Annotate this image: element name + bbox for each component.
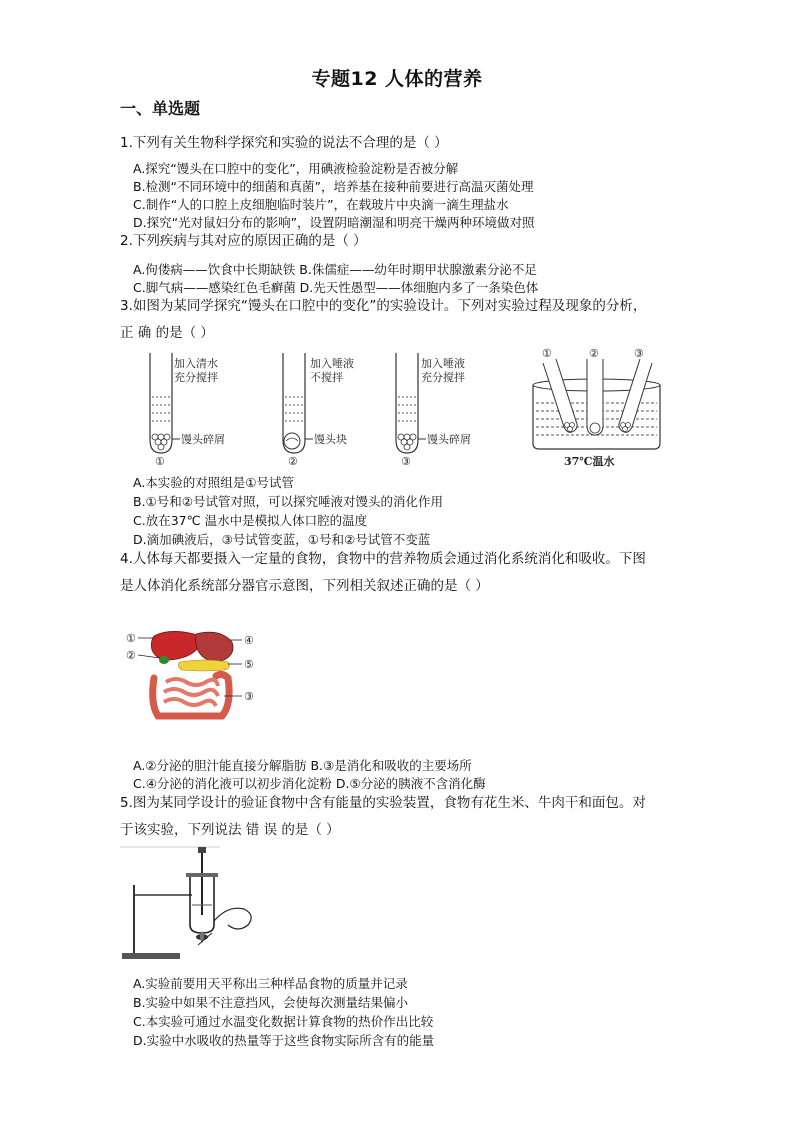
question-5-stem-line2: 于该实验，下列说法 错 误 的是（ ）: [120, 822, 340, 838]
tube-2-number: ②: [288, 455, 298, 468]
question-3-stem-line2: 正 确 的是（ ）: [120, 325, 214, 341]
bath-tube-1-number: ①: [542, 347, 552, 360]
tube-3-label-top: 加入唾液: [421, 357, 465, 370]
question-1-option-b: B.检测“不同环境中的细菌和真菌”，培养基在接种前要进行高温灭菌处理: [133, 179, 534, 194]
question-3-option-a: A.本实验的对照组是①号试管: [133, 475, 295, 490]
tube-2-side-label: 馒头块: [314, 433, 347, 446]
water-bath: [533, 347, 660, 468]
question-1-option-d: D.探究“光对鼠妇分布的影响”，设置阴暗潮湿和明亮干燥两种环境做对照: [133, 215, 535, 230]
tube-3-side-label: 馒头碎屑: [427, 433, 471, 446]
question-3-option-c: C.放在37℃ 温水中是模拟人体口腔的温度: [133, 513, 368, 528]
stand-base: [122, 953, 180, 959]
gallbladder-organ: [159, 656, 169, 664]
organ-label-4: ④: [244, 634, 254, 647]
question-3-test-tube-figure: [130, 345, 690, 470]
question-4-option-ab: A.②分泌的胆汁能直接分解脂肪 B.③是消化和吸收的主要场所: [133, 758, 472, 773]
liver-organ: [151, 631, 199, 660]
question-2-option-cd: C.脚气病——感染红色毛癣菌 D.先天性愚型——体细胞内多了一条染色体: [133, 280, 539, 295]
page-title: 专题12 人体的营养: [311, 68, 483, 90]
test-tube-3: [396, 353, 471, 468]
question-5-option-a: A.实验前要用天平称出三种样品食物的质量并记录: [133, 976, 408, 991]
tube-1-side-label: 馒头碎屑: [181, 433, 225, 446]
question-3-stem-line1: 3.如图为某同学探究“馒头在口腔中的变化”的实验设计。下列对实验过程及现象的分析，: [120, 298, 647, 314]
organ-label-5: ⑤: [244, 658, 254, 671]
bath-caption: 37℃温水: [564, 455, 615, 468]
tube-3-number: ③: [401, 455, 411, 468]
question-4-stem-line2: 是人体消化系统部分器官示意图，下列相关叙述正确的是（ ）: [120, 578, 489, 594]
stomach-organ: [196, 632, 233, 661]
question-5-stem-line1: 5.图为某同学设计的验证食物中含有能量的实验装置，食物有花生米、牛肉干和面包。对: [120, 795, 646, 811]
question-3-option-d: D.滴加碘液后，③号试管变蓝，①号和②号试管不变蓝: [133, 532, 431, 547]
question-5-option-d: D.实验中水吸收的热量等于这些食物实际所含有的能量: [133, 1033, 435, 1048]
bath-tube-3-number: ③: [634, 347, 644, 360]
test-tube-2: [283, 353, 354, 468]
test-tube-1: [150, 353, 225, 468]
question-5-option-c: C.本实验可通过水温变化数据计算食物的热价作出比较: [133, 1014, 434, 1029]
tube-1-label-bottom: 充分搅拌: [174, 371, 218, 384]
question-2-option-ab: A.佝偻病——饮食中长期缺铁 B.侏儒症——幼年时期甲状腺激素分泌不足: [133, 262, 537, 277]
bath-tube-2-number: ②: [589, 347, 599, 360]
question-1-option-c: C.制作“人的口腔上皮细胞临时装片”，在载玻片中央滴一滴生理盐水: [133, 197, 509, 212]
small-intestine-organ: [164, 679, 218, 706]
question-5-option-b: B.实验中如果不注意挡风，会使每次测量结果偏小: [133, 995, 409, 1010]
question-1-option-a: A.探究“馒头在口腔中的变化”，用碘液检验淀粉是否被分解: [133, 161, 459, 176]
tube-2-label-bottom: 不搅拌: [310, 371, 343, 384]
organ-label-2: ②: [126, 649, 136, 662]
tube-1-number: ①: [155, 455, 165, 468]
question-2-stem: 2.下列疾病与其对应的原因正确的是（ ）: [120, 233, 367, 249]
question-4-digestive-system-figure: [124, 624, 264, 724]
organ-label-3: ③: [244, 690, 254, 703]
needle-holder: [214, 908, 251, 929]
question-3-option-b: B.①号和②号试管对照，可以探究唾液对馒头的消化作用: [133, 494, 443, 509]
question-1-stem: 1.下列有关生物科学探究和实验的说法不合理的是（ ）: [120, 135, 448, 151]
question-5-calorimeter-figure: [120, 845, 280, 965]
tube-3-label-bottom: 充分搅拌: [421, 371, 465, 384]
section-heading: 一、单选题: [120, 99, 201, 118]
organ-label-1: ①: [126, 632, 136, 645]
tube-2-label-top: 加入唾液: [310, 357, 354, 370]
tube-1-label-top: 加入清水: [174, 357, 218, 370]
pancreas-organ: [178, 660, 229, 671]
question-4-option-cd: C.④分泌的消化液可以初步消化淀粉 D.⑤分泌的胰液不含消化酶: [133, 776, 486, 791]
question-4-stem-line1: 4.人体每天都要摄入一定量的食物，食物中的营养物质会通过消化系统消化和吸收。下图: [120, 551, 646, 567]
